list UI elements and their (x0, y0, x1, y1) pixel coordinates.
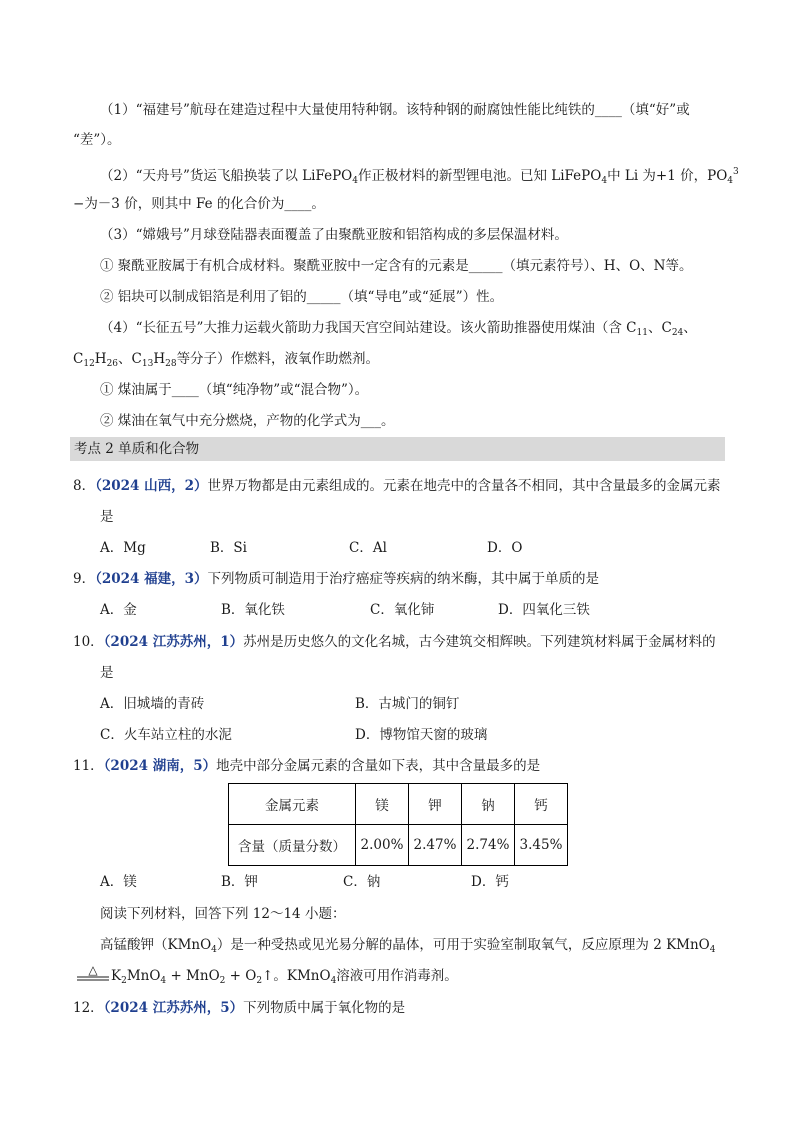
q10-option-d[interactable]: D．博物馆天窗的玻璃 (355, 727, 488, 743)
q8-option-d[interactable]: D．O (487, 540, 523, 556)
q7-part1-line1: （1）“福建号”航母在建造过程中大量使用特种钢。该特种钢的耐腐蚀性能比纯铁的____（填“好”或 (100, 102, 690, 118)
q10-stem-cont: 是 (100, 665, 114, 681)
q10-option-b[interactable]: B．古城门的铜钉 (355, 696, 460, 712)
q8-option-a[interactable]: A．Mg (100, 540, 146, 556)
q7-part1-line2: “差”）。 (73, 132, 121, 148)
table-cell: 3.45% (515, 825, 568, 866)
q10-option-a[interactable]: A．旧城墙的青砖 (100, 696, 205, 712)
table-cell: 含量（质量分数） (229, 825, 356, 866)
table-row (229, 825, 568, 866)
reading-material-line1: 高锰酸钾（KMnO$_4$）是一种受热或见光易分解的晶体，可用于实验室制取氧气，反应原理为 2 KMnO$_4$ (100, 937, 716, 955)
table-header-row (229, 784, 568, 825)
reading-material-line2: $K_2MnO_4 + MnO_2$ + $O_2↑$。KMnO$_4$溶液可用作消毒剂。 (111, 968, 458, 986)
q8-option-c[interactable]: C．Al (349, 540, 387, 556)
heat-condition-icon (76, 962, 110, 982)
q9-option-c[interactable]: C．氧化铈 (370, 602, 435, 618)
q12-source: （2024 江苏苏州，5） (103, 1000, 244, 1016)
delta-symbol: △ (88, 963, 98, 977)
q9-option-d[interactable]: D．四氧化三铁 (498, 602, 590, 618)
q11-option-d[interactable]: D．钙 (471, 874, 509, 890)
q11-stem: 11．（2024 湖南，5）地壳中部分金属元素的含量如下表，其中含量最多的是 (73, 758, 541, 774)
q8-source: （2024 山西，2） (95, 478, 208, 494)
table-cell: 钠 (462, 784, 515, 825)
table-cell: 钙 (515, 784, 568, 825)
q8-stem: 8．（2024 山西，2）世界万物都是由元素组成的。元素在地壳中的含量各不相同，其中含量最多的金属元素 (73, 478, 721, 494)
q9-option-b[interactable]: B．氧化铁 (221, 602, 285, 618)
q10-stem: 10．（2024 江苏苏州，1）苏州是历史悠久的文化名城，古今建筑交相辉映。下列建筑材料属于金属材料的 (73, 634, 716, 650)
q7-part3-sub1: ① 聚酰亚胺属于有机合成材料。聚酰亚胺中一定含有的元素是_____（填元素符号）、H、O、N等。 (100, 258, 693, 274)
q7-part2-line2: −为－3 价，则其中 Fe 的化合价为____。 (73, 196, 325, 212)
reading-intro: 阅读下列材料，回答下列 12～14 小题： (100, 906, 346, 922)
q12-stem: 12．（2024 江苏苏州，5）下列物质中属于氧化物的是 (73, 1000, 406, 1016)
table-cell: 2.00% (356, 825, 409, 866)
q11-source: （2024 湖南，5） (103, 758, 217, 774)
table-cell: 2.74% (462, 825, 515, 866)
q7-part2-line1: （2）“天舟号”货运飞船换装了以 LiFePO$_4$作正极材料的新型锂电池。已知 LiFePO$_4$中 Li 为+1 价，$PO_4^3$ (100, 167, 739, 186)
q9-option-a[interactable]: A．金 (100, 602, 137, 618)
q11-option-a[interactable]: A．镁 (100, 874, 137, 890)
q11-option-b[interactable]: B．钾 (221, 874, 258, 890)
q7-part3-sub2: ② 铝块可以制成铝箔是利用了铝的_____（填“导电”或“延展”）性。 (100, 289, 504, 305)
q7-part4-line2: $C_{12}H_{26}$、$C_{13}H_{28}$等分子）作燃料，液氧作助燃剂。 (73, 351, 380, 369)
q10-source: （2024 江苏苏州，1） (103, 634, 244, 650)
table-cell: 钾 (409, 784, 462, 825)
q9-source: （2024 福建，3） (95, 571, 208, 587)
section-heading: 考点 2 单质和化合物 (70, 437, 725, 461)
q11-option-c[interactable]: C．钠 (343, 874, 381, 890)
q10-option-c[interactable]: C．火车站立柱的水泥 (100, 727, 232, 743)
q7-part3: （3）“嫦娥号”月球登陆器表面覆盖了由聚酰亚胺和铝箔构成的多层保温材料。 (100, 227, 568, 243)
q8-stem-cont: 是 (100, 509, 114, 525)
q7-part4-sub1: ① 煤油属于____（填“纯净物”或“混合物”）。 (100, 382, 369, 398)
table-cell: 镁 (356, 784, 409, 825)
q8-option-b[interactable]: B．Si (210, 540, 247, 556)
q11-table (228, 783, 568, 866)
q7-part4-sub2: ② 煤油在氧气中充分燃烧，产物的化学式为___。 (100, 413, 395, 429)
table-cell: 金属元素 (229, 784, 356, 825)
q9-stem: 9．（2024 福建，3）下列物质可制造用于治疗癌症等疾病的纳米酶，其中属于单质的是 (73, 571, 600, 587)
table-cell: 2.47% (409, 825, 462, 866)
q7-part4-line1: （4）“长征五号”大推力运载火箭助力我国天宫空间站建设。该火箭助推器使用煤油（含 $C_{11}$、$C_{24}$、 (100, 320, 697, 338)
